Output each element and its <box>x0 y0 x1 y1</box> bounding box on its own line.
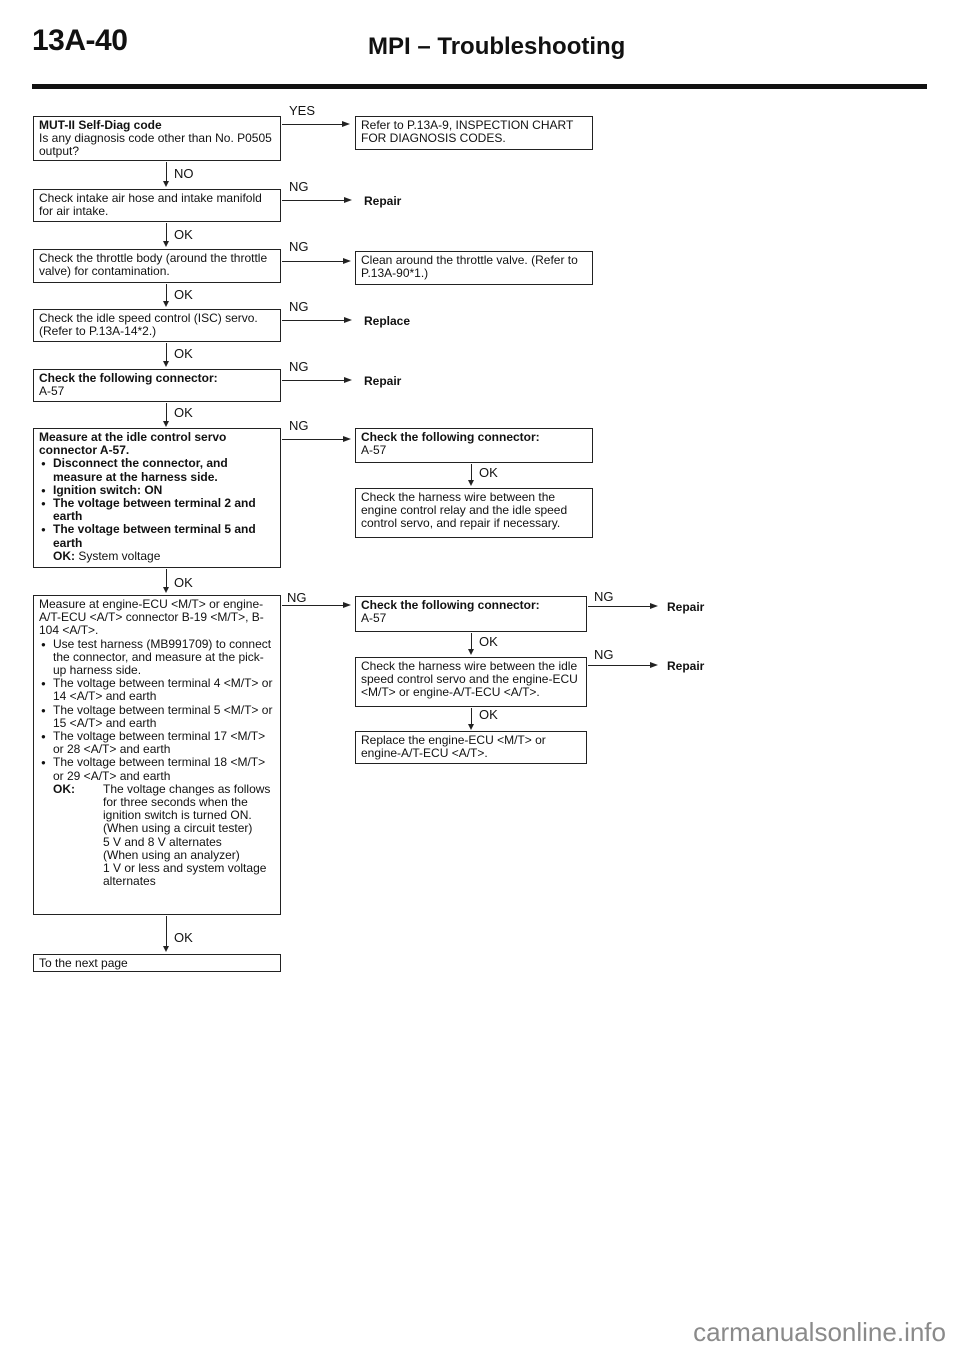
final-box <box>33 954 281 972</box>
step7-sub1-ng-line <box>588 606 650 607</box>
step7-sub1-title: Check the following connector: <box>361 598 540 612</box>
step7-sub1-ok-label: OK <box>479 634 498 649</box>
step1-box <box>33 116 281 161</box>
step7-sub2-ng-arrow <box>650 662 658 668</box>
step5-result: Repair <box>364 374 402 388</box>
step7-sub1-result: Repair <box>667 600 705 614</box>
step4-ng-arrow <box>344 317 352 323</box>
step5-box <box>33 369 281 402</box>
step4-box <box>33 309 281 342</box>
step7-ng-label: NG <box>287 590 307 605</box>
step5-ng-line <box>282 380 344 381</box>
step2-result: Repair <box>364 194 402 208</box>
step7-bullet: ● The voltage between terminal 4 <M/T> or 14 <A/T> and earth <box>39 677 275 703</box>
step7-ok-line: (When using an analyzer) <box>103 847 240 862</box>
step7-bullet: ● The voltage between terminal 18 <M/T> or 29 <A/T> and earth <box>39 756 275 782</box>
step7-sub1-ng-label: NG <box>594 589 614 604</box>
step4-down-line <box>166 343 167 363</box>
step6-result-text: A-57 <box>361 443 387 458</box>
step5-title: Check the following connector: <box>39 371 218 385</box>
step5-ok-label: OK <box>174 405 193 420</box>
step2-ng-line <box>282 200 344 201</box>
step7-down-arrow <box>163 946 169 952</box>
step6-result-title: Check the following connector: <box>361 430 540 444</box>
step6-result-down-arrow <box>468 480 474 486</box>
step5-down-line <box>166 403 167 423</box>
step3-result: Clean around the throttle valve. (Refer to P.13A-90*1.) <box>361 253 578 281</box>
step1-result-box <box>355 116 593 150</box>
step5-ng-arrow <box>344 377 352 383</box>
step7-ok-label: OK: <box>53 781 75 796</box>
step1-no-label: NO <box>174 166 194 181</box>
step1-down-arrow <box>163 181 169 187</box>
step1-yes-label: YES <box>289 103 316 118</box>
page-title: MPI – Troubleshooting <box>368 33 626 60</box>
final-text: To the next page <box>39 956 128 970</box>
watermark: carmanualsonline.info <box>693 1317 946 1347</box>
step5-ng-label: NG <box>289 359 309 374</box>
step7-sub1-down-arrow <box>468 649 474 655</box>
step2-text: Check intake air hose and intake manifold for air intake. <box>39 191 262 219</box>
step2-ng-arrow <box>344 197 352 203</box>
step7-bullet: ● Use test harness (MB991709) to connect the connector, and measure at the pick-up harness side. <box>39 638 275 678</box>
step7-bullets <box>39 638 275 783</box>
step6-box <box>33 428 281 568</box>
step6-bullet: ● Disconnect the connector, and measure at the harness side. <box>39 457 275 483</box>
step6-ok-line <box>39 550 275 563</box>
step3-ng-line <box>282 261 343 262</box>
step6-bullet: ● Ignition switch: ON <box>39 484 275 497</box>
step6-down-arrow <box>163 587 169 593</box>
step1-yes-line <box>282 124 342 125</box>
step7-sub2-down-arrow <box>468 724 474 730</box>
step6-bullets <box>39 457 275 549</box>
step2-ok-label: OK <box>174 227 193 242</box>
step5-down-arrow <box>163 421 169 427</box>
step2-down-line <box>166 223 167 243</box>
step7-ok-block <box>39 783 275 889</box>
step7-down-line <box>166 916 167 948</box>
step3-down-arrow <box>163 301 169 307</box>
step7-bullet: ● The voltage between terminal 5 <M/T> or 15 <A/T> and earth <box>39 704 275 730</box>
step4-ng-label: NG <box>289 299 309 314</box>
step6-bullet: ● The voltage between terminal 2 and earth <box>39 497 275 523</box>
step6-ok-text: System voltage <box>78 548 161 563</box>
step6-result-next-box <box>355 488 593 538</box>
step4-down-arrow <box>163 361 169 367</box>
step3-box <box>33 249 281 283</box>
step7-intro: Measure at engine-ECU <M/T> or engine-A/T-ECU <A/T> connector B-19 <M/T>, B-104 <A/T>. <box>39 597 264 638</box>
step4-ng-line <box>282 320 344 321</box>
step7-ok-line: The voltage changes as follows for three seconds when the ignition switch is turned ON. <box>103 781 271 823</box>
step7-sub2-ng-label: NG <box>594 647 614 662</box>
step7-box <box>33 595 281 915</box>
step7-ng-arrow <box>343 602 351 608</box>
step7-sub3-box <box>355 731 587 764</box>
step3-ng-label: NG <box>289 239 309 254</box>
step7-ng-line <box>282 605 343 606</box>
step2-box <box>33 189 281 222</box>
step6-bullet: ● The voltage between terminal 5 and earth <box>39 523 275 549</box>
step7-sub1-text: A-57 <box>361 611 387 626</box>
step4-ok-label: OK <box>174 346 193 361</box>
step6-ng-line <box>282 439 343 440</box>
step7-bullet: ● The voltage between terminal 17 <M/T> or 28 <A/T> and earth <box>39 730 275 756</box>
step7-sub2-box <box>355 657 587 707</box>
step4-result: Replace <box>364 314 411 328</box>
page-number: 13A-40 <box>32 24 128 57</box>
step7-ok-line: 1 V or less and system voltage alternates <box>103 861 267 889</box>
step6-ok-label: OK: <box>53 548 75 563</box>
step3-ok-label: OK <box>174 287 193 302</box>
step2-down-arrow <box>163 241 169 247</box>
step1-yes-arrow <box>342 121 350 127</box>
step4-text: Check the idle speed control (ISC) servo. (Refer to P.13A-14*2.) <box>39 311 258 339</box>
step5-text: A-57 <box>39 384 65 399</box>
step3-text: Check the throttle body (around the throttle valve) for contamination. <box>39 251 268 279</box>
header-rule <box>32 84 927 89</box>
step7-sub2-text: Check the harness wire between the idle speed control servo and the engine-ECU <M/T> or engine-A/T-ECU <A/T>. <box>361 659 578 700</box>
step7-sub3-text: Replace the engine-ECU <M/T> or engine-A/T-ECU <A/T>. <box>361 733 546 761</box>
step1-text: Is any diagnosis code other than No. P0505 output? <box>39 131 272 159</box>
step1-result: Refer to P.13A-9, INSPECTION CHART FOR DIAGNOSIS CODES. <box>361 118 574 146</box>
step7-ok-line: (When using a circuit tester) <box>103 821 253 836</box>
step7-ok-label-next: OK <box>174 930 193 945</box>
step1-down-line <box>166 162 167 183</box>
step3-ng-arrow <box>343 258 351 264</box>
step6-down-line <box>166 569 167 589</box>
step3-result-box <box>355 251 593 285</box>
step1-title: MUT-II Self-Diag code <box>39 118 162 132</box>
step6-result-ok-label: OK <box>479 465 498 480</box>
step7-sub2-ok-label: OK <box>479 707 498 722</box>
step6-ok-label-next: OK <box>174 575 193 590</box>
step2-ng-label: NG <box>289 179 309 194</box>
step6-result-next: Check the harness wire between the engine control relay and the idle speed control servo, and repair if necessary. <box>361 490 568 531</box>
step7-sub2-result: Repair <box>667 659 705 673</box>
step7-sub1-box <box>355 596 587 632</box>
step7-ok-line: 5 V and 8 V alternates <box>103 834 222 849</box>
step6-ng-label: NG <box>289 418 309 433</box>
step6-ng-arrow <box>343 436 351 442</box>
step6-intro: Measure at the idle control servo connector A-57. <box>39 430 227 458</box>
step7-sub1-ng-arrow <box>650 603 658 609</box>
step7-sub2-ng-line <box>588 665 650 666</box>
step6-result-box <box>355 428 593 463</box>
